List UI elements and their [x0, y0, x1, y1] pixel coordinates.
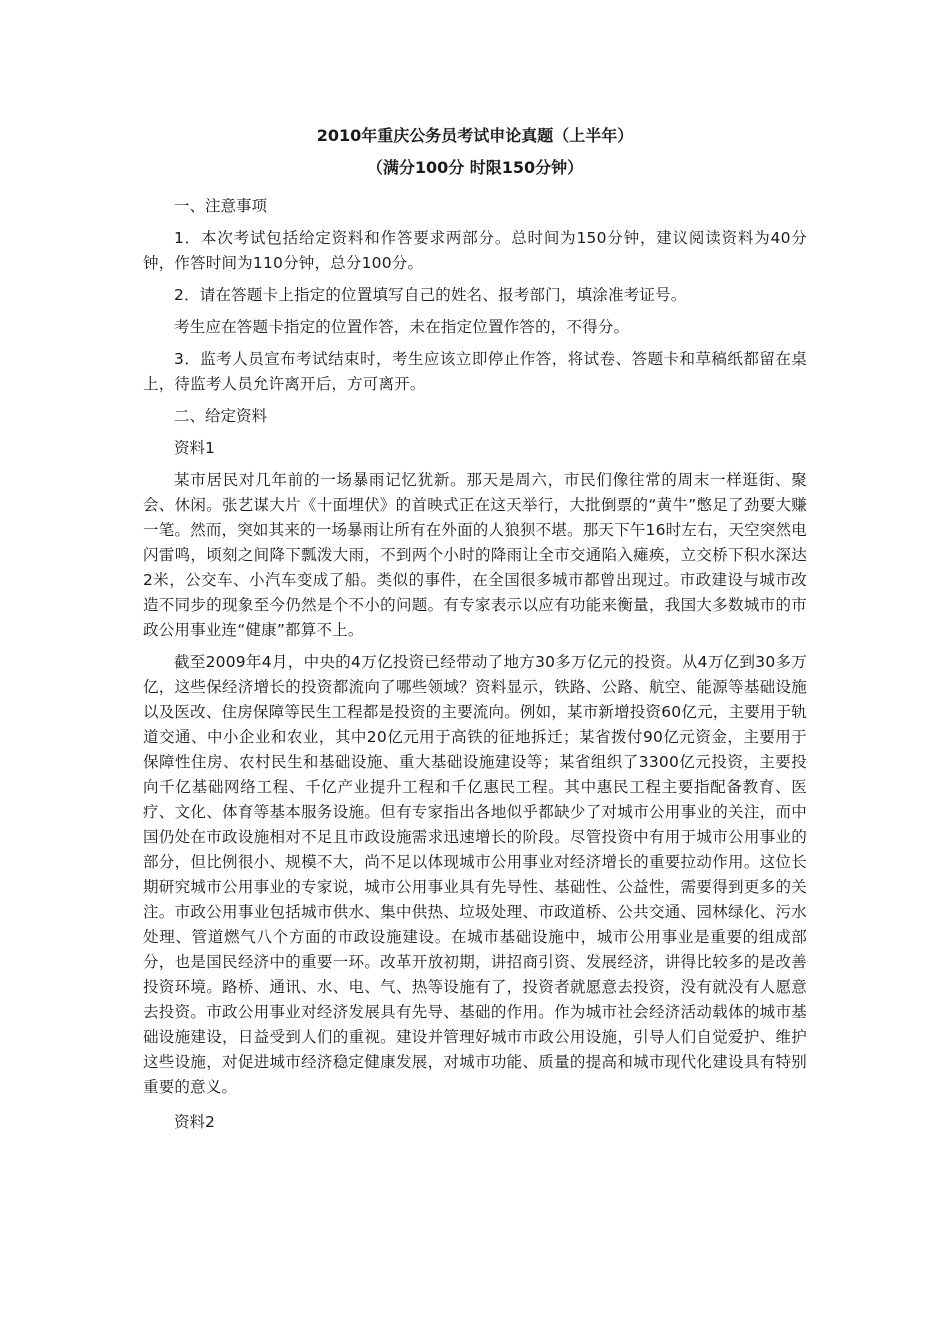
material-1-paragraph-2: 截至2009年4月，中央的4万亿投资已经带动了地方30多万亿元的投资。从4万亿到30多万亿，这些保经济增长的投资都流向了哪些领域？资料显示，铁路、公路、航空、能源等基础设施以及医改、住房保障等民生工程都是投资的主要流向。例如，某市新增投资60亿元，主要用于轨道交通、中小企业和农业，其中20亿元用于高铁的征地拆迁；某省拨付90亿元资金，主要用于保障性住房、农村民生和基础设施、重大基础设施建设等；某省组织了3300亿元投资，主要投向千亿基础网络工程、千亿产业提升工程和千亿惠民工程。其中惠民工程主要指配备教育、医疗、文化、体育等基本服务设施。但有专家指出各地似乎都缺少了对城市公用事业的关注，而中国仍处在市政设施相对不足且市政设施需求迅速增长的阶段。尽管投资中有用于城市公用事业的部分，但比例很小、规模不大，尚不足以体现城市公用事业对经济增长的重要拉动作用。这位长期研究城市公用事业的专家说，城市公用事业具有先导性、基础性、公益性，需要得到更多的关注。市政公用事业包括城市供水、集中供热、垃圾处理、市政道桥、公共交通、园林绿化、污水处理、管道燃气八个方面的市政设施建设。在城市基础设施中，城市公用事业是重要的组成部分，也是国民经济中的重要一环。改革开放初期，讲招商引资、发展经济，讲得比较多的是改善投资环境。路桥、通讯、水、电、气、热等设施有了，投资者就愿意去投资，没有就没有人愿意去投资。市政公用事业对经济发展具有先导、基础的作用。作为城市社会经济活动载体的城市基础设施建设，日益受到人们的重视。建设并管理好城市市政公用设施，引导人们自觉爱护、维护这些设施，对促进城市经济稳定健康发展，对城市功能、质量的提高和城市现代化建设具有特别重要的意义。 — [143, 653, 807, 1096]
material-2-label: 资料2 — [174, 1113, 215, 1131]
material-1-label: 资料1 — [174, 439, 215, 457]
page-subtitle: （满分100分 时限150分钟） — [366, 158, 584, 177]
notice-heading: 一、注意事项 — [174, 197, 268, 215]
notice-item-2b: 考生应在答题卡指定的位置作答，未在指定位置作答的，不得分。 — [174, 318, 630, 336]
notice-item-3: 3．监考人员宣布考试结束时，考生应该立即停止作答，将试卷、答题卡和草稿纸都留在桌上，待监考人员允许离开后，方可离开。 — [143, 350, 807, 393]
document-page — [143, 122, 807, 1135]
page-title: 2010年重庆公务员考试申论真题（上半年） — [316, 126, 634, 145]
material-1-paragraph-1: 某市居民对几年前的一场暴雨记忆犹新。那天是周六，市民们像往常的周末一样逛街、聚会、休闲。张艺谋大片《十面埋伏》的首映式正在这天举行，大批倒票的“黄牛”憋足了劲要大赚一笔。然而，突如其来的一场暴雨让所有在外面的人狼狈不堪。那天下午16时左右，天空突然电闪雷鸣，顷刻之间降下瓢泼大雨，不到两个小时的降雨让全市交通陷入瘫痪，立交桥下积水深达2米，公交车、小汽车变成了船。类似的事件，在全国很多城市都曾出现过。市政建设与城市改造不同步的现象至今仍然是个不小的问题。有专家表示以应有功能来衡量，我国大多数城市的市政公用事业连“健康”都算不上。 — [143, 471, 807, 639]
notice-item-1: 1．本次考试包括给定资料和作答要求两部分。总时间为150分钟，建议阅读资料为40分钟，作答时间为110分钟，总分100分。 — [143, 229, 807, 272]
materials-heading: 二、给定资料 — [174, 407, 268, 425]
notice-item-2: 2．请在答题卡上指定的位置填写自己的姓名、报考部门，填涂准考证号。 — [174, 286, 687, 304]
